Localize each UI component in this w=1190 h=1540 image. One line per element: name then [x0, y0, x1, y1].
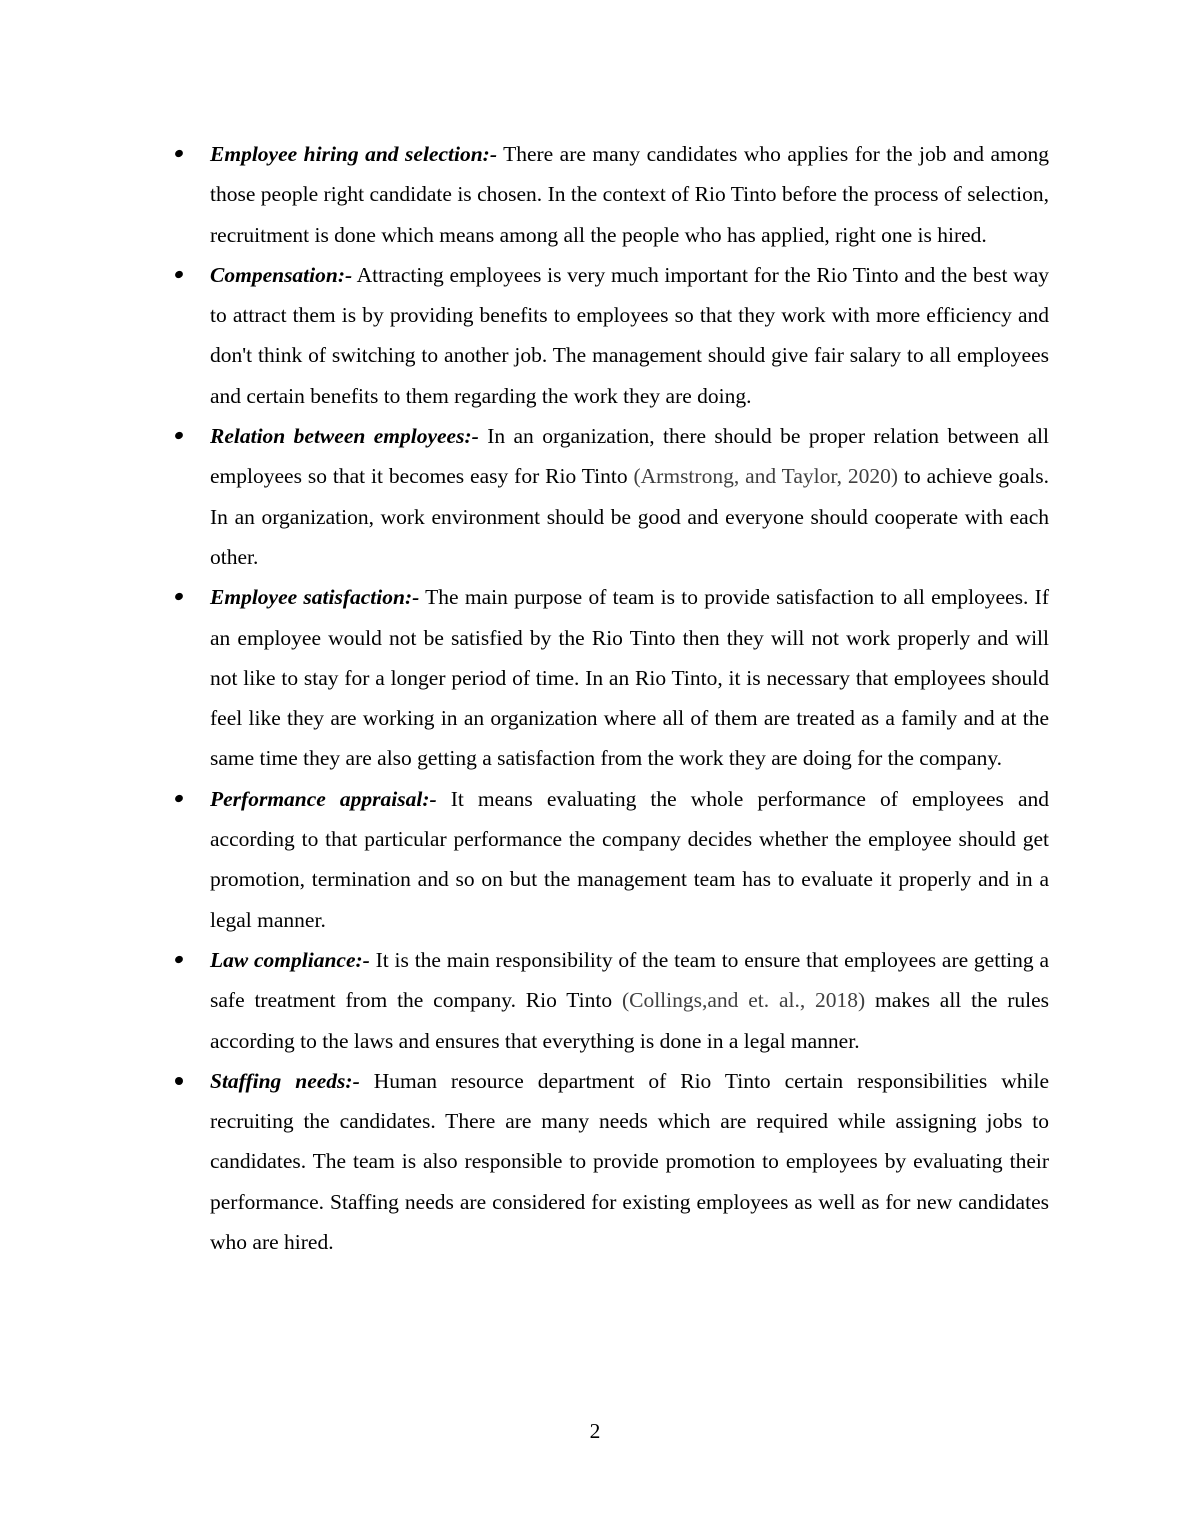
item-term: Staffing needs:-: [210, 1068, 360, 1093]
item-text: Human resource department of Rio Tinto certain responsibilities while recruiting the candidates. There are many needs which are required while assigning jobs to candidates. The team is also responsible to provide promotion to employees by evaluating their performance. Staffing needs are considered for existing employees as well as for new candidates who are hired.: [210, 1068, 1049, 1255]
list-item: [210, 255, 1049, 416]
list-item: [210, 416, 1049, 577]
bullet-icon: [174, 592, 184, 602]
bullet-icon: [174, 793, 184, 803]
item-term: Law compliance:-: [210, 947, 370, 972]
bullet-icon: [175, 1077, 183, 1085]
bullet-icon: [174, 149, 184, 159]
item-text: It is the main responsibility of the team to ensure that employees are getting a safe treatment from the company. Rio Tinto: [210, 947, 1049, 1013]
bullet-list: [210, 134, 1049, 1262]
bullet-icon: [174, 270, 184, 280]
item-text: In an organization, there should be proper relation between all employees so that it becomes easy for Rio Tinto: [210, 424, 1049, 489]
list-item: [210, 940, 1049, 1061]
citation: (Armstrong, and Taylor, 2020): [633, 464, 899, 489]
item-term: Compensation:-: [210, 262, 353, 287]
item-text: to achieve goals. In an organization, work environment should be good and everyone should cooperate with each other.: [210, 464, 1049, 569]
bullet-icon: [174, 955, 184, 965]
item-text: Attracting employees is very much important for the Rio Tinto and the best way to attract them is by providing benefits to employees so that they work with more efficiency and don't think of switching to another job. The management should give fair salary to all employees and certain benefits to them regarding the work they are doing.: [210, 262, 1049, 408]
item-term: Relation between employees:-: [210, 424, 479, 449]
item-text: makes all the rules according to the laws and ensures that everything is done in a legal manner.: [210, 988, 1049, 1053]
item-text: The main purpose of team is to provide satisfaction to all employees. If an employee would not be satisfied by the Rio Tinto then they will not work properly and will not like to stay for a longer period of time. In an Rio Tinto, it is necessary that employees should feel like they are working in an organization where all of them are treated as a family and at the same time they are also getting a satisfaction from the work they are doing for the company.: [210, 585, 1049, 771]
list-item: [210, 779, 1049, 940]
item-term: Employee hiring and selection:-: [210, 142, 497, 166]
list-item: [210, 1061, 1049, 1262]
item-text: It means evaluating the whole performance of employees and according to that particular performance the company decides whether the employee should get promotion, termination and so on but the management team has to evaluate it properly and in a legal manner.: [210, 786, 1049, 932]
item-text: There are many candidates who applies for the job and among those people right candidate is chosen. In the context of Rio Tinto before the process of selection, recruitment is done which means among all the people who has applied, right one is hired.: [210, 142, 1050, 247]
page-number: 2: [589, 1419, 601, 1443]
list-item: [210, 577, 1049, 778]
list-item: [210, 134, 1049, 255]
item-term: Performance appraisal:-: [210, 786, 437, 811]
citation: (Collings,and et. al., 2018): [621, 988, 866, 1013]
item-term: Employee satisfaction:-: [210, 585, 420, 610]
bullet-icon: [174, 431, 184, 441]
